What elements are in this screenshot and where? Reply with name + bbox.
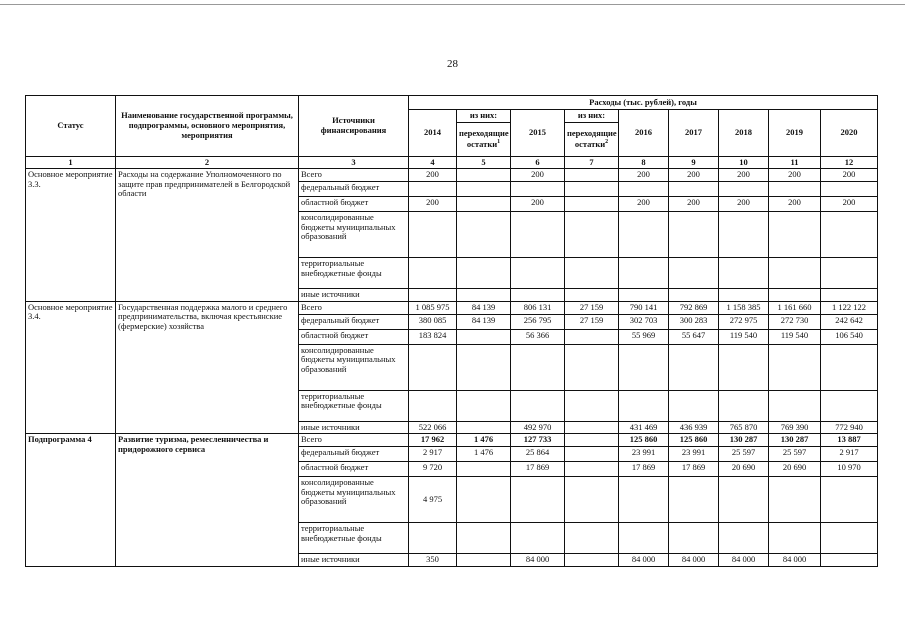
header-2015: 2015 [511, 110, 565, 157]
value-cell [669, 289, 719, 302]
value-cell [565, 329, 619, 344]
row-source: территориальные внебюджетные фонды [299, 523, 409, 554]
value-cell [457, 182, 511, 197]
value-cell: 27 159 [565, 301, 619, 314]
value-cell: 200 [669, 169, 719, 182]
column-number-row [26, 156, 878, 169]
value-cell: 84 000 [719, 554, 769, 567]
row-status: Подпрограмма 4 [26, 434, 116, 567]
value-cell: 17 869 [669, 462, 719, 477]
value-cell [669, 344, 719, 390]
value-cell [511, 182, 565, 197]
value-cell: 200 [769, 169, 821, 182]
value-cell: 256 795 [511, 314, 565, 329]
column-number: 8 [619, 156, 669, 169]
value-cell [821, 182, 878, 197]
value-cell [511, 523, 565, 554]
header-carry-1: переходящие остатки$^1$ [457, 122, 511, 156]
value-cell: 200 [511, 169, 565, 182]
value-cell [565, 212, 619, 258]
value-cell [457, 329, 511, 344]
row-status: Основное мероприятие 3.4. [26, 301, 116, 434]
value-cell: 20 690 [719, 462, 769, 477]
value-cell: 772 940 [821, 421, 878, 434]
value-cell [821, 258, 878, 289]
value-cell [457, 390, 511, 421]
value-cell: 436 939 [669, 421, 719, 434]
value-cell: 1 158 385 [719, 301, 769, 314]
row-source: иные источники [299, 554, 409, 567]
value-cell: 2 917 [821, 447, 878, 462]
value-cell [669, 477, 719, 523]
value-cell: 84 000 [511, 554, 565, 567]
value-cell [821, 390, 878, 421]
table-row [26, 434, 878, 447]
column-number: 1 [26, 156, 116, 169]
row-source: консолидированные бюджеты муниципальных образований [299, 212, 409, 258]
value-cell: 242 642 [821, 314, 878, 329]
row-status: Основное мероприятие 3.3. [26, 169, 116, 302]
value-cell [511, 212, 565, 258]
value-cell: 2 917 [409, 447, 457, 462]
value-cell [511, 258, 565, 289]
value-cell: 200 [821, 197, 878, 212]
value-cell [565, 289, 619, 302]
value-cell [719, 182, 769, 197]
value-cell: 200 [619, 197, 669, 212]
value-cell [719, 390, 769, 421]
value-cell: 25 864 [511, 447, 565, 462]
header-expenses: Расходы (тыс. рублей), годы [409, 96, 878, 110]
value-cell [565, 258, 619, 289]
value-cell [821, 554, 878, 567]
value-cell [457, 258, 511, 289]
value-cell: 806 131 [511, 301, 565, 314]
column-number: 9 [669, 156, 719, 169]
value-cell [511, 390, 565, 421]
column-number: 3 [299, 156, 409, 169]
row-source: федеральный бюджет [299, 447, 409, 462]
value-cell [457, 197, 511, 212]
value-cell [669, 390, 719, 421]
value-cell [619, 477, 669, 523]
value-cell: 84 000 [769, 554, 821, 567]
value-cell: 1 476 [457, 434, 511, 447]
value-cell [565, 182, 619, 197]
table-body [26, 156, 878, 566]
row-source: консолидированные бюджеты муниципальных образований [299, 477, 409, 523]
value-cell [457, 289, 511, 302]
value-cell [769, 390, 821, 421]
value-cell [821, 289, 878, 302]
header-carry-2: переходящие остатки$^2$ [565, 122, 619, 156]
row-name: Развитие туризма, ремесленничества и придорожного сервиса [116, 434, 299, 567]
value-cell: 106 540 [821, 329, 878, 344]
value-cell [719, 523, 769, 554]
value-cell [669, 212, 719, 258]
row-source: иные источники [299, 421, 409, 434]
value-cell: 125 860 [669, 434, 719, 447]
value-cell [409, 182, 457, 197]
table-row [26, 301, 878, 314]
page-number: 28 [447, 58, 458, 70]
value-cell: 380 085 [409, 314, 457, 329]
value-cell [565, 554, 619, 567]
value-cell [457, 421, 511, 434]
value-cell: 350 [409, 554, 457, 567]
value-cell [619, 344, 669, 390]
row-source: Всего [299, 434, 409, 447]
value-cell [457, 344, 511, 390]
header-2018: 2018 [719, 110, 769, 157]
row-name: Государственная поддержка малого и среднего предпринимательства, включая крестьянские (фермерские) хозяйства [116, 301, 299, 434]
value-cell: 84 139 [457, 314, 511, 329]
value-cell: 119 540 [719, 329, 769, 344]
value-cell [565, 197, 619, 212]
value-cell: 119 540 [769, 329, 821, 344]
value-cell [409, 289, 457, 302]
value-cell [719, 289, 769, 302]
value-cell [719, 212, 769, 258]
value-cell [619, 182, 669, 197]
value-cell: 200 [409, 169, 457, 182]
column-number: 7 [565, 156, 619, 169]
value-cell: 300 283 [669, 314, 719, 329]
header-status: Статус [26, 96, 116, 157]
value-cell: 9 720 [409, 462, 457, 477]
value-cell: 130 287 [769, 434, 821, 447]
value-cell: 183 824 [409, 329, 457, 344]
column-number: 11 [769, 156, 821, 169]
value-cell: 492 970 [511, 421, 565, 434]
value-cell: 765 870 [719, 421, 769, 434]
value-cell [821, 477, 878, 523]
row-source: территориальные внебюджетные фонды [299, 390, 409, 421]
value-cell [719, 477, 769, 523]
value-cell: 4 975 [409, 477, 457, 523]
value-cell: 84 000 [619, 554, 669, 567]
value-cell [619, 258, 669, 289]
value-cell: 790 141 [619, 301, 669, 314]
value-cell [769, 523, 821, 554]
value-cell: 84 139 [457, 301, 511, 314]
row-name: Расходы на содержание Уполномоченного по защите прав предпринимателей в Белгородской области [116, 169, 299, 302]
value-cell [565, 434, 619, 447]
value-cell: 55 647 [669, 329, 719, 344]
value-cell: 127 733 [511, 434, 565, 447]
value-cell [769, 182, 821, 197]
value-cell [619, 212, 669, 258]
value-cell: 769 390 [769, 421, 821, 434]
column-number: 4 [409, 156, 457, 169]
header-2019: 2019 [769, 110, 821, 157]
value-cell: 1 085 975 [409, 301, 457, 314]
value-cell: 20 690 [769, 462, 821, 477]
column-number: 10 [719, 156, 769, 169]
value-cell [409, 523, 457, 554]
value-cell [409, 258, 457, 289]
value-cell: 55 969 [619, 329, 669, 344]
value-cell [409, 212, 457, 258]
value-cell [769, 258, 821, 289]
header-of-which-2: из них: [565, 110, 619, 123]
value-cell: 272 730 [769, 314, 821, 329]
value-cell: 200 [669, 197, 719, 212]
value-cell: 200 [821, 169, 878, 182]
row-source: консолидированные бюджеты муниципальных образований [299, 344, 409, 390]
row-source: федеральный бюджет [299, 182, 409, 197]
row-source: федеральный бюджет [299, 314, 409, 329]
header-row-1 [26, 96, 878, 110]
value-cell: 130 287 [719, 434, 769, 447]
value-cell [769, 477, 821, 523]
value-cell [457, 462, 511, 477]
value-cell: 17 869 [619, 462, 669, 477]
value-cell: 13 887 [821, 434, 878, 447]
row-source: областной бюджет [299, 197, 409, 212]
value-cell [565, 169, 619, 182]
value-cell [821, 344, 878, 390]
row-source: областной бюджет [299, 462, 409, 477]
value-cell [511, 289, 565, 302]
value-cell [511, 477, 565, 523]
value-cell: 10 970 [821, 462, 878, 477]
row-source: областной бюджет [299, 329, 409, 344]
value-cell [669, 523, 719, 554]
value-cell [511, 344, 565, 390]
value-cell: 23 991 [669, 447, 719, 462]
header-source: Источники финансирования [299, 96, 409, 157]
value-cell [565, 344, 619, 390]
value-cell: 84 000 [669, 554, 719, 567]
column-number: 6 [511, 156, 565, 169]
value-cell [457, 169, 511, 182]
value-cell [769, 344, 821, 390]
header-2017: 2017 [669, 110, 719, 157]
value-cell [565, 390, 619, 421]
row-source: иные источники [299, 289, 409, 302]
top-edge-line [0, 4, 905, 5]
value-cell: 17 962 [409, 434, 457, 447]
value-cell [669, 258, 719, 289]
header-of-which-1: из них: [457, 110, 511, 123]
value-cell: 200 [769, 197, 821, 212]
value-cell: 23 991 [619, 447, 669, 462]
value-cell: 522 066 [409, 421, 457, 434]
value-cell [821, 523, 878, 554]
value-cell [565, 462, 619, 477]
value-cell [769, 212, 821, 258]
header-2020: 2020 [821, 110, 878, 157]
value-cell: 431 469 [619, 421, 669, 434]
value-cell [719, 344, 769, 390]
value-cell [769, 289, 821, 302]
value-cell: 1 122 122 [821, 301, 878, 314]
value-cell: 200 [619, 169, 669, 182]
value-cell [409, 390, 457, 421]
value-cell [619, 523, 669, 554]
value-cell: 25 597 [719, 447, 769, 462]
value-cell: 1 476 [457, 447, 511, 462]
value-cell [457, 477, 511, 523]
value-cell [565, 523, 619, 554]
value-cell [457, 212, 511, 258]
value-cell: 125 860 [619, 434, 669, 447]
value-cell [565, 421, 619, 434]
value-cell: 1 161 660 [769, 301, 821, 314]
value-cell [565, 477, 619, 523]
value-cell: 200 [409, 197, 457, 212]
value-cell [669, 182, 719, 197]
table-row [26, 169, 878, 182]
value-cell: 56 366 [511, 329, 565, 344]
value-cell [619, 390, 669, 421]
value-cell: 25 597 [769, 447, 821, 462]
value-cell: 200 [511, 197, 565, 212]
value-cell [719, 258, 769, 289]
value-cell: 27 159 [565, 314, 619, 329]
row-source: территориальные внебюджетные фонды [299, 258, 409, 289]
value-cell: 200 [719, 197, 769, 212]
row-source: Всего [299, 169, 409, 182]
value-cell: 792 869 [669, 301, 719, 314]
value-cell [619, 289, 669, 302]
value-cell: 17 869 [511, 462, 565, 477]
header-2014: 2014 [409, 110, 457, 157]
column-number: 12 [821, 156, 878, 169]
column-number: 2 [116, 156, 299, 169]
value-cell [565, 447, 619, 462]
expenses-table [25, 95, 878, 567]
value-cell: 302 703 [619, 314, 669, 329]
column-number: 5 [457, 156, 511, 169]
value-cell [457, 523, 511, 554]
value-cell: 200 [719, 169, 769, 182]
value-cell [409, 344, 457, 390]
header-name: Наименование государственной программы, подпрограммы, основного мероприятия, мероприятия [116, 96, 299, 157]
value-cell [821, 212, 878, 258]
row-source: Всего [299, 301, 409, 314]
value-cell: 272 975 [719, 314, 769, 329]
header-2016: 2016 [619, 110, 669, 157]
value-cell [457, 554, 511, 567]
